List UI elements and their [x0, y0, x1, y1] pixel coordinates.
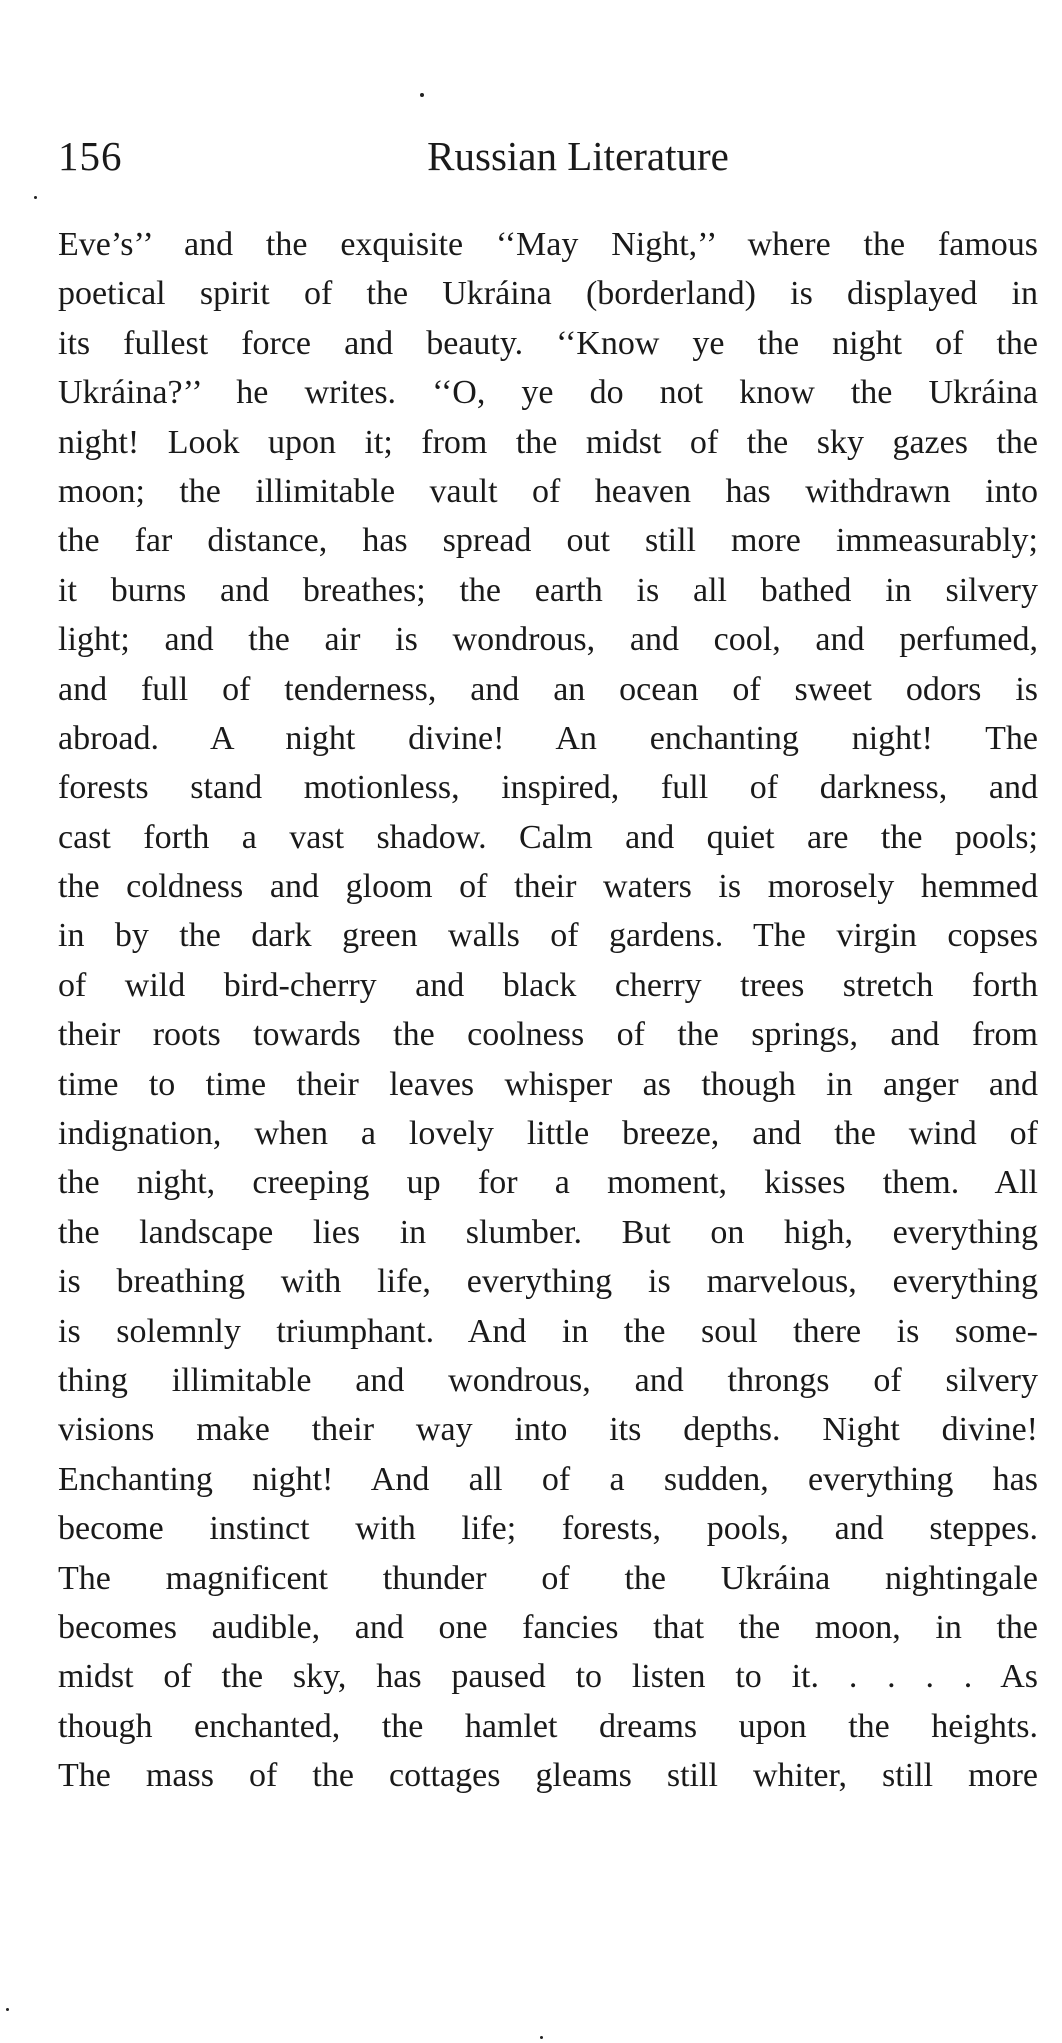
- text-line: night! Look upon it; from the midst of the sky gazes the: [58, 423, 1038, 461]
- text-line: cast forth a vast shadow. Calm and quiet are the pools;: [58, 818, 1038, 856]
- running-head: [58, 128, 1038, 184]
- running-title: Russian Literature: [427, 133, 729, 179]
- scan-speck: [540, 2036, 543, 2039]
- text-line: forests stand motionless, inspired, full of darkness, and: [58, 769, 1038, 807]
- text-line: is breathing with life, everything is marvelous, everything: [58, 1263, 1038, 1301]
- text-line: becomes audible, and one fancies that the moon, in the: [58, 1608, 1038, 1646]
- text-line: abroad. A night divine! An enchanting night! The: [58, 719, 1038, 757]
- body-text: [58, 220, 1038, 1801]
- text-line: the night, creeping up for a moment, kisses them. All: [58, 1164, 1038, 1202]
- scan-speck: [420, 93, 424, 97]
- scan-speck: [34, 196, 37, 199]
- text-line: the coldness and gloom of their waters is morosely hemmed: [58, 868, 1038, 906]
- text-line: of wild bird-cherry and black cherry trees stretch forth: [58, 966, 1038, 1004]
- scan-speck: [6, 2008, 9, 2011]
- text-line: poetical spirit of the Ukráina (borderland) is displayed in: [58, 275, 1038, 313]
- text-line: thing illimitable and wondrous, and throngs of silvery: [58, 1361, 1038, 1399]
- text-line: midst of the sky, has paused to listen to it. . . . . As: [58, 1658, 1038, 1696]
- text-line: the far distance, has spread out still more immeasurably;: [58, 522, 1038, 560]
- text-line: and full of tenderness, and an ocean of sweet odors is: [58, 670, 1038, 708]
- text-line: its fullest force and beauty. ‘‘Know ye the night of the: [58, 324, 1038, 362]
- text-line: Enchanting night! And all of a sudden, everything has: [58, 1460, 1038, 1498]
- text-line: it burns and breathes; the earth is all bathed in silvery: [58, 571, 1038, 609]
- text-line: Ukráina?’’ he writes. ‘‘O, ye do not know the Ukráina: [58, 374, 1038, 412]
- text-line: the landscape lies in slumber. But on high, everything: [58, 1213, 1038, 1251]
- text-line: moon; the illimitable vault of heaven has withdrawn into: [58, 472, 1038, 510]
- text-line: The magnificent thunder of the Ukráina nightingale: [58, 1559, 1038, 1597]
- text-line: The mass of the cottages gleams still whiter, still more: [58, 1757, 1038, 1795]
- page-number: 156: [58, 133, 123, 179]
- text-line: become instinct with life; forests, pools, and steppes.: [58, 1510, 1038, 1548]
- text-line: time to time their leaves whisper as though in anger and: [58, 1065, 1038, 1103]
- text-line: in by the dark green walls of gardens. The virgin copses: [58, 917, 1038, 955]
- text-line: visions make their way into its depths. Night divine!: [58, 1411, 1038, 1449]
- text-line: though enchanted, the hamlet dreams upon the heights.: [58, 1707, 1038, 1745]
- text-line: is solemnly triumphant. And in the soul there is some-: [58, 1312, 1038, 1350]
- text-line: light; and the air is wondrous, and cool, and perfumed,: [58, 621, 1038, 659]
- text-line: their roots towards the coolness of the springs, and from: [58, 1016, 1038, 1054]
- text-line: Eve’s’’ and the exquisite ‘‘May Night,’’ where the famous: [58, 226, 1038, 263]
- text-line: indignation, when a lovely little breeze, and the wind of: [58, 1115, 1038, 1153]
